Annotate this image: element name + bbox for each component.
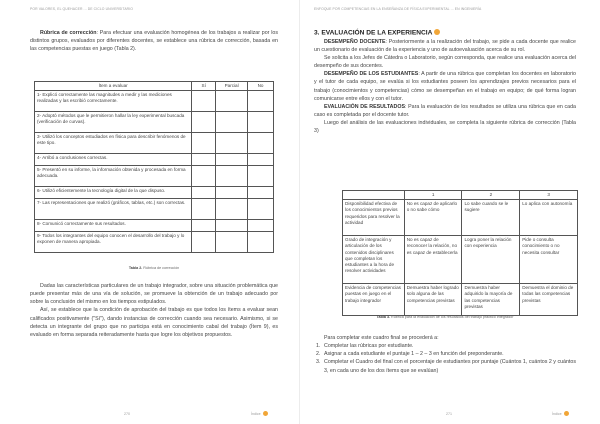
table-cell: 7- Las representaciones que realizó (gráficos, tablas, etc.) son correctas.	[35, 199, 192, 220]
table-cell: Lo sabe cuando se le sugiere	[462, 200, 520, 236]
paragraph: Se solicita a los Jefes de Cátedra o Laboratorio, según corresponda, que realice una evaluación acerca del desempeño de sus docentes.	[314, 54, 576, 70]
table-row	[343, 236, 578, 284]
table-header-row	[35, 82, 274, 91]
paragraph: Dadas las características particulares de un trabajo integrador, sobre una situación problemática que puede presentar más de una vía de solución, se promueve la obtención de un trabajo adecuado por sobre la conclusión del mismo en los tiempos estipulados.	[30, 283, 278, 306]
table-header	[343, 191, 405, 200]
index-icon	[564, 411, 569, 416]
table-row	[35, 199, 274, 220]
table-cell: Disponibilidad efectiva de los conocimientos previos requeridos para resolver la actividad	[343, 200, 405, 236]
table-header: 2	[462, 191, 520, 200]
table-row	[343, 200, 578, 236]
rubric-term: Rúbrica de corrección	[40, 30, 97, 36]
table-cell: Lo aplica con autonomía	[520, 200, 578, 236]
table-cell: 4- Arribó a conclusiones correctas.	[35, 154, 192, 166]
section-heading: 3. EVALUACIÓN DE LA EXPERIENCIA	[314, 29, 576, 38]
index-link[interactable]: Índice	[251, 411, 268, 416]
list-item: 1. Completar las rúbricas por estudiante.	[316, 343, 414, 350]
running-header: POR VALORES, EL QUEHACER ... DE CICLO UNIVERSITARIO	[30, 7, 134, 11]
index-link[interactable]: Índice	[552, 411, 569, 416]
table-row	[35, 154, 274, 166]
table-row	[35, 220, 274, 232]
table-row	[35, 91, 274, 112]
table-header-row	[343, 191, 578, 200]
table-cell: 2- Adoptó métodos que le permitieron hallar la ley experimental buscada (verificación de curvas).	[35, 112, 192, 133]
table-cell: Evidencia de competencias puestas en juego en el trabajo integrador	[343, 284, 405, 316]
table-header: 3	[520, 191, 578, 200]
table-3-caption: Tabla 3. Rúbrica para la evaluación de los resultados del trabajo práctico integrador	[376, 315, 514, 319]
correction-rubric-table	[34, 81, 274, 253]
table-cell: Demuestra el dominio de todas las competencias previstas	[520, 284, 578, 316]
table-cell: No es capaz de reconocer la relación, no es capaz de establecerla	[404, 236, 462, 284]
table-row	[35, 232, 274, 253]
procedure-list	[314, 342, 576, 375]
table-cell: 3- Utilizó los conceptos estudiados en física para describir fenómenos de este tipo.	[35, 133, 192, 154]
table-2-caption: Tabla 2. Rúbrica de corrección	[128, 266, 180, 270]
paragraph: Luego del análisis de las evaluaciones individuales, se completa la siguiente rúbrica de corrección (Tabla 3)	[314, 120, 576, 135]
table-cell: Pide o consulta conocimiento o no necesita consultar	[520, 236, 578, 284]
page-number: 271	[446, 412, 452, 416]
paragraph: Así, se establece que la condición de aprobación del trabajo es que todos los ítems a evaluar sean calificados positivamente ("Sí"), dando instancias de corrección cuando sea necesario. Asimismo, si se detecta un integrante del grupo que no participa está en conocimiento cabal del trabajo (Ítem 9), es evaluado en forma separada reiteradamente hasta que logre los objetivos propuestos.	[30, 307, 278, 338]
table-header: Ítem a evaluar	[35, 82, 192, 91]
table-header: No	[248, 82, 274, 91]
table-cell: 5- Presentó en su informe, la información obtenida y procesada en forma adecuada.	[35, 166, 192, 187]
section-badge-icon	[434, 29, 440, 35]
table-cell: No es capaz de aplicarlo o no sabe cómo	[404, 200, 462, 236]
table-cell: 9- Todos los integrantes del equipo conocen el desarrollo del trabajo y lo exponen de manera apropiada.	[35, 232, 192, 253]
table-cell: 6- Utilizó eficientemente la tecnología digital de la que dispuso.	[35, 187, 192, 199]
index-icon	[263, 411, 268, 416]
right-page	[300, 0, 600, 424]
table-header: 1	[404, 191, 462, 200]
table-cell: Grado de integración y articulación de los contenidos disciplinares que completan los estudiantes a la hora de resolver actividades	[343, 236, 405, 284]
list-item: 3. Completar el Cuadro del final con el porcentaje de estudiantes por puntaje (Cuántos 1, cuántos 2 y cuántos 3, en cada uno de los dos ítems que se evalúan)	[316, 359, 576, 374]
left-body-text	[30, 282, 278, 339]
table-row	[35, 187, 274, 199]
table-row	[35, 133, 274, 154]
table-cell: Logra poner la relación con experiencia	[462, 236, 520, 284]
table-cell: 8- Comunicó correctamente sus resultados.	[35, 220, 192, 232]
table-cell: Demuestra haber adquirido la mayoría de las competencias previstas	[462, 284, 520, 316]
results-rubric-table	[342, 190, 578, 316]
procedure-text	[314, 334, 576, 375]
table-row	[35, 166, 274, 187]
page-number: 270	[124, 412, 130, 416]
table-header: Parcial	[216, 82, 248, 91]
table-cell: Demuestra haber logrado solo alguna de las competencias previstas	[404, 284, 462, 316]
table-row	[343, 284, 578, 316]
table-row	[35, 112, 274, 133]
table-cell: 1- Explicó correctamente las magnitudes a medir y las mediciones realizadas y las escribió correctamente.	[35, 91, 192, 112]
right-body-text: 3. EVALUACIÓN DE LA EXPERIENCIA DESEMPEÑO DOCENTE: Posteriormente a la realización del trabajo, se pide a cada docente que realice un cuestionario de evaluación de la experiencia y uno de autoevaluación acerca de su rol. Se solicita a los Jefes de Cátedra o Laboratorio, según corresponda, que realice una evaluación acerca del desempeño de sus docentes. DESEMPEÑO DE LOS ESTUDIANTES: A partir de una rúbrica que completan los docentes en laboratorio y el tutor de cada equipo, se evalúa si los estudiantes poseen los aprendizajes previos necesarios para el trabajo (conocimientos y competencias) cómo se desempeñan en el trabajo en equipo; de qué forma logran comunicarse entre ellos y con el tutor. EVALUACIÓN DE RESULTADOS: Para la evaluación de los resultados se utiliza una rúbrica que en cada caso es completada por el docente tutor. Luego del análisis de las evaluaciones individuales, se completa la siguiente rúbrica de corrección (Tabla 3)	[314, 29, 577, 135]
table-header: Sí	[192, 82, 216, 91]
running-header: ENFOQUE POR COMPETENCIAS EN LA ENSEÑANZA DE FÍSICA EXPERIMENTAL ... EN INGENIERÍA	[314, 7, 482, 11]
list-item: 2. Asignar a cada estudiante el puntaje 1 – 2 – 3 en función del preponderante.	[316, 351, 504, 358]
paragraph: Para completar este cuadro final se procederá a:	[324, 335, 439, 341]
rubric-intro-paragraph: Rúbrica de corrección: Para efectuar una evaluación homogénea de los trabajos a realizar por los distintos grupos, evaluados por diferentes docentes, se establece una rúbrica de corrección, basada en las competencias puestas en juego (Tabla 2).	[30, 30, 278, 53]
